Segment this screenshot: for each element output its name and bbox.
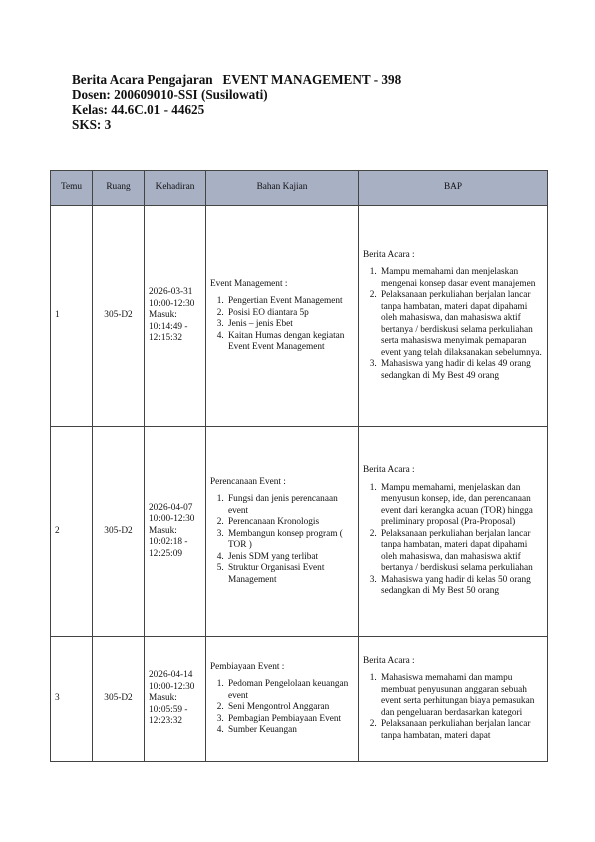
bap-title: Berita Acara : xyxy=(363,465,415,476)
list-item: 4. Jenis SDM yang terlibat xyxy=(226,552,354,564)
teaching-record-table xyxy=(50,170,548,762)
cell-kehadiran xyxy=(145,427,206,637)
attendance-date: 2026-04-07 xyxy=(149,502,193,513)
bahan-title: Pembiayaan Event : xyxy=(210,661,285,672)
list-item: 3. Jenis – jenis Ebet xyxy=(226,319,354,331)
cell-kehadiran xyxy=(145,637,206,762)
document-title: Berita Acara Pengajaran EVENT MANAGEMENT - 398 xyxy=(72,72,402,87)
cell-bahan-kajian xyxy=(206,206,359,427)
list-item: 5. Struktur Organisasi Event Management xyxy=(226,563,354,586)
cell-ruang: 305-D2 xyxy=(93,637,145,762)
attendance-masuk: Masuk: xyxy=(149,310,177,321)
attendance-time: 10:00-12:30 xyxy=(149,514,195,525)
table-row xyxy=(51,637,548,762)
list-item: 4. Sumber Keuangan xyxy=(226,725,354,737)
bap-title: Berita Acara : xyxy=(363,655,415,666)
cell-bap xyxy=(359,206,548,427)
document-header xyxy=(72,72,401,132)
list-item: 1. Pedoman Pengelolaan keuangan event xyxy=(226,679,354,702)
attendance-clock-in: 10:05:59 - xyxy=(149,704,188,715)
cell-bahan-kajian xyxy=(206,427,359,637)
attendance-clock-in: 10:14:49 - xyxy=(149,321,188,332)
header-temu: Temu xyxy=(51,171,93,206)
table-row xyxy=(51,427,548,637)
list-item: 4. Kaitan Humas dengan kegiatan Event Event Management xyxy=(226,331,354,354)
header-bahan-kajian: Bahan Kajian xyxy=(206,171,359,206)
list-item: 1. Mampu memahami dan menjelaskan mengenai konsep dasar event manajemen xyxy=(379,267,543,290)
cell-bahan-kajian xyxy=(206,637,359,762)
bahan-title: Perencanaan Event : xyxy=(210,476,286,487)
list-item: 2. Pelaksanaan perkuliahan berjalan lancar tanpa hambatan, materi dapat dipahami oleh mahasiswa, dan mahasiswa aktif bertanya / berdiskusi selama perkuliahan xyxy=(379,529,543,575)
cell-bap xyxy=(359,427,548,637)
table-header-row xyxy=(51,171,548,206)
attendance-clock-out: 12:15:32 xyxy=(149,333,183,344)
list-item: 2. Pelaksanaan perkuliahan berjalan lancar tanpa hambatan, materi dapat dipahami oleh mahasiswa, dan mahasiswa aktif bertanya / berdiskusi selama perkuliahan serta mahasiswa menyimak pemaparan event yang telah dilaksanakan sebelumnya. xyxy=(379,290,543,359)
bahan-title: Event Management : xyxy=(210,278,288,289)
attendance-time: 10:00-12:30 xyxy=(149,681,195,692)
cell-temu: 1 xyxy=(51,206,93,427)
attendance-time: 10:00-12:30 xyxy=(149,298,195,309)
class-line: Kelas: 44.6C.01 - 44625 xyxy=(72,102,205,117)
bahan-list xyxy=(210,296,354,354)
bap-list xyxy=(363,483,543,598)
cell-ruang: 305-D2 xyxy=(93,206,145,427)
list-item: 2. Pelaksanaan perkuliahan berjalan lancar tanpa hambatan, materi dapat xyxy=(379,719,543,742)
bahan-list xyxy=(210,494,354,586)
attendance-clock-out: 12:25:09 xyxy=(149,548,183,559)
list-item: 1. Mampu memahami, menjelaskan dan menyusun konsep, ide, dan perencanaan event dari kerangka acuan (TOR) hingga preliminary proposal (Pra-Proposal) xyxy=(379,483,543,529)
list-item: 3. Mahasiswa yang hadir di kelas 49 orang sedangkan di My Best 49 orang xyxy=(379,359,543,382)
list-item: 1. Fungsi dan jenis perencanaan event xyxy=(226,494,354,517)
list-item: 1. Pengertian Event Management xyxy=(226,296,354,308)
cell-bap xyxy=(359,637,548,762)
header-bap: BAP xyxy=(359,171,548,206)
list-item: 1. Mahasiswa memahami dan mampu membuat penyusunan anggaran sebuah event serta perhitungan biaya pemasukan dan pengeluaran berdasarkan kategori xyxy=(379,673,543,719)
list-item: 2. Posisi EO diantara 5p xyxy=(226,308,354,320)
credits-line: SKS: 3 xyxy=(72,117,112,132)
attendance-masuk: Masuk: xyxy=(149,525,177,536)
attendance-clock-in: 10:02:18 - xyxy=(149,537,188,548)
bahan-list xyxy=(210,679,354,737)
list-item: 3. Membangun konsep program ( TOR ) xyxy=(226,529,354,552)
cell-temu: 3 xyxy=(51,637,93,762)
table-row xyxy=(51,206,548,427)
list-item: 3. Mahasiswa yang hadir di kelas 50 orang sedangkan di My Best 50 orang xyxy=(379,575,543,598)
attendance-masuk: Masuk: xyxy=(149,693,177,704)
list-item: 2. Perencanaan Kronologis xyxy=(226,517,354,529)
list-item: 2. Seni Mengontrol Anggaran xyxy=(226,702,354,714)
attendance-date: 2026-03-31 xyxy=(149,287,193,298)
header-kehadiran: Kehadiran xyxy=(145,171,206,206)
bap-list xyxy=(363,673,543,742)
cell-ruang: 305-D2 xyxy=(93,427,145,637)
cell-kehadiran xyxy=(145,206,206,427)
bap-list xyxy=(363,267,543,382)
attendance-date: 2026-04-14 xyxy=(149,670,193,681)
header-ruang: Ruang xyxy=(93,171,145,206)
attendance-clock-out: 12:23:32 xyxy=(149,716,183,727)
bap-title: Berita Acara : xyxy=(363,249,415,260)
lecturer-line: Dosen: 200609010-SSI (Susilowati) xyxy=(72,87,268,102)
cell-temu: 2 xyxy=(51,427,93,637)
list-item: 3. Pembagian Pembiayaan Event xyxy=(226,714,354,726)
